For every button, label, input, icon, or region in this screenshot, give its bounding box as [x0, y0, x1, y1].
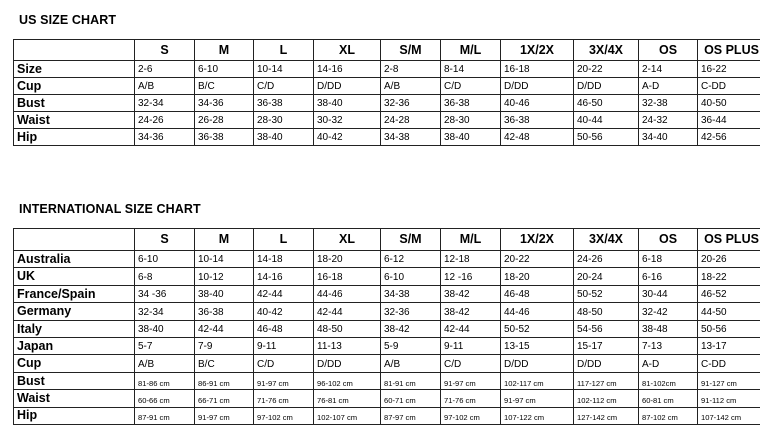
table-cell: 46-48: [501, 285, 574, 302]
us-column-header: S/M: [381, 40, 441, 61]
table-cell: 81-91 cm: [381, 372, 441, 389]
table-cell: 38-40: [254, 129, 314, 146]
table-cell: 38-48: [639, 320, 698, 337]
table-cell: 11-13: [314, 337, 381, 354]
us-column-header: OS: [639, 40, 698, 61]
table-cell: 30-32: [314, 112, 381, 129]
table-cell: 36-38: [195, 129, 254, 146]
row-label: Waist: [14, 112, 135, 129]
table-cell: 34-38: [381, 285, 441, 302]
table-row: [14, 129, 760, 146]
table-cell: 117-127 cm: [574, 372, 639, 389]
table-cell: 40-44: [574, 112, 639, 129]
table-cell: 8-14: [441, 61, 501, 78]
table-cell: 40-46: [501, 95, 574, 112]
table-cell: 36-38: [254, 95, 314, 112]
table-cell: 20-22: [501, 251, 574, 268]
table-cell: 32-38: [639, 95, 698, 112]
table-cell: 54-56: [574, 320, 639, 337]
table-cell: 42-56: [698, 129, 760, 146]
table-cell: 36-38: [195, 303, 254, 320]
us-column-header: 3X/4X: [574, 40, 639, 61]
table-row: [14, 285, 760, 302]
table-cell: 107-122 cm: [501, 407, 574, 424]
table-cell: 6-18: [639, 251, 698, 268]
us-column-header: M: [195, 40, 254, 61]
table-cell: 44-46: [501, 303, 574, 320]
us-column-header: M/L: [441, 40, 501, 61]
table-cell: 91-97 cm: [195, 407, 254, 424]
us-corner-cell: [14, 40, 135, 61]
table-cell: 10-12: [195, 268, 254, 285]
intl-column-header: OS PLUS: [698, 229, 760, 251]
table-cell: 44-50: [698, 303, 760, 320]
table-cell: D/DD: [574, 355, 639, 372]
intl-column-header: OS: [639, 229, 698, 251]
table-cell: C/D: [441, 78, 501, 95]
table-cell: 16-18: [314, 268, 381, 285]
table-cell: 32-36: [381, 303, 441, 320]
table-cell: 42-44: [254, 285, 314, 302]
table-cell: 102-117 cm: [501, 372, 574, 389]
international-size-table: [13, 228, 760, 425]
intl-header-row: [14, 229, 760, 251]
table-cell: 20-22: [574, 61, 639, 78]
us-size-chart-title: US SIZE CHART: [19, 13, 117, 27]
table-cell: 97-102 cm: [254, 407, 314, 424]
table-cell: 6-10: [135, 251, 195, 268]
table-cell: 71-76 cm: [441, 390, 501, 407]
table-row: [14, 268, 760, 285]
table-cell: 15-17: [574, 337, 639, 354]
table-cell: 6-12: [381, 251, 441, 268]
table-row: [14, 407, 760, 424]
table-cell: C/D: [254, 355, 314, 372]
table-row: [14, 78, 760, 95]
table-cell: 50-56: [698, 320, 760, 337]
intl-column-header: 3X/4X: [574, 229, 639, 251]
intl-column-header: M/L: [441, 229, 501, 251]
table-cell: 5-9: [381, 337, 441, 354]
us-column-header: XL: [314, 40, 381, 61]
table-cell: 28-30: [441, 112, 501, 129]
table-row: [14, 251, 760, 268]
table-cell: 36-44: [698, 112, 760, 129]
table-cell: A/B: [381, 355, 441, 372]
table-cell: 48-50: [314, 320, 381, 337]
table-cell: D/DD: [501, 78, 574, 95]
table-cell: 96-102 cm: [314, 372, 381, 389]
row-label: Italy: [14, 320, 135, 337]
table-row: [14, 355, 760, 372]
row-label: Australia: [14, 251, 135, 268]
table-cell: C/D: [254, 78, 314, 95]
table-cell: D/DD: [501, 355, 574, 372]
row-label: Bust: [14, 95, 135, 112]
us-column-header: S: [135, 40, 195, 61]
row-label: Bust: [14, 372, 135, 389]
table-cell: 20-24: [574, 268, 639, 285]
table-cell: 16-18: [501, 61, 574, 78]
table-cell: 38-40: [441, 129, 501, 146]
table-row: [14, 390, 760, 407]
table-cell: 28-30: [254, 112, 314, 129]
table-cell: 50-52: [574, 285, 639, 302]
table-cell: 7-9: [195, 337, 254, 354]
table-cell: 16-22: [698, 61, 760, 78]
table-cell: A-D: [639, 78, 698, 95]
table-cell: D/DD: [574, 78, 639, 95]
table-cell: 38-40: [314, 95, 381, 112]
table-cell: 13-15: [501, 337, 574, 354]
table-cell: 91-97 cm: [501, 390, 574, 407]
table-cell: 91-97 cm: [441, 372, 501, 389]
table-cell: 40-42: [314, 129, 381, 146]
table-cell: 32-42: [639, 303, 698, 320]
table-cell: 34-36: [135, 129, 195, 146]
table-cell: 34-36: [195, 95, 254, 112]
table-cell: 24-26: [135, 112, 195, 129]
table-cell: 38-42: [441, 303, 501, 320]
table-cell: 2-6: [135, 61, 195, 78]
intl-column-header: M: [195, 229, 254, 251]
table-cell: 38-40: [135, 320, 195, 337]
table-cell: 18-22: [698, 268, 760, 285]
table-cell: 6-10: [381, 268, 441, 285]
table-cell: D/DD: [314, 78, 381, 95]
table-cell: C-DD: [698, 355, 760, 372]
table-cell: B/C: [195, 355, 254, 372]
table-cell: 42-44: [441, 320, 501, 337]
table-cell: 42-44: [195, 320, 254, 337]
table-cell: 36-38: [501, 112, 574, 129]
table-cell: 20-26: [698, 251, 760, 268]
table-cell: 34-38: [381, 129, 441, 146]
table-row: [14, 303, 760, 320]
table-cell: 38-42: [381, 320, 441, 337]
table-cell: 2-14: [639, 61, 698, 78]
table-cell: 60-66 cm: [135, 390, 195, 407]
table-cell: 32-34: [135, 303, 195, 320]
table-row: [14, 95, 760, 112]
table-cell: 50-56: [574, 129, 639, 146]
table-cell: 26-28: [195, 112, 254, 129]
table-cell: 38-40: [195, 285, 254, 302]
table-cell: 46-50: [574, 95, 639, 112]
table-cell: 14-16: [314, 61, 381, 78]
table-cell: 24-28: [381, 112, 441, 129]
table-cell: 87-102 cm: [639, 407, 698, 424]
row-label: Waist: [14, 390, 135, 407]
table-cell: A-D: [639, 355, 698, 372]
international-size-chart-title: INTERNATIONAL SIZE CHART: [19, 202, 201, 216]
table-cell: 97-102 cm: [441, 407, 501, 424]
table-cell: A/B: [135, 355, 195, 372]
intl-column-header: XL: [314, 229, 381, 251]
table-cell: 40-42: [254, 303, 314, 320]
row-label: Japan: [14, 337, 135, 354]
table-cell: 102-112 cm: [574, 390, 639, 407]
table-cell: 12 -16: [441, 268, 501, 285]
table-cell: 12-18: [441, 251, 501, 268]
table-cell: 91-112 cm: [698, 390, 760, 407]
table-cell: 38-42: [441, 285, 501, 302]
table-cell: 18-20: [501, 268, 574, 285]
table-row: [14, 372, 760, 389]
table-cell: 14-16: [254, 268, 314, 285]
table-cell: 91-97 cm: [254, 372, 314, 389]
table-cell: 7-13: [639, 337, 698, 354]
row-label: UK: [14, 268, 135, 285]
table-cell: 32-36: [381, 95, 441, 112]
table-cell: D/DD: [314, 355, 381, 372]
table-cell: 13-17: [698, 337, 760, 354]
table-cell: C-DD: [698, 78, 760, 95]
table-row: [14, 112, 760, 129]
table-cell: 60-81 cm: [639, 390, 698, 407]
table-cell: 42-44: [314, 303, 381, 320]
row-label: Hip: [14, 407, 135, 424]
table-cell: 71-76 cm: [254, 390, 314, 407]
table-cell: 32-34: [135, 95, 195, 112]
table-cell: 50-52: [501, 320, 574, 337]
table-cell: 44-46: [314, 285, 381, 302]
table-cell: 86-91 cm: [195, 372, 254, 389]
table-cell: 5-7: [135, 337, 195, 354]
table-cell: 36-38: [441, 95, 501, 112]
us-column-header: 1X/2X: [501, 40, 574, 61]
table-cell: 87-97 cm: [381, 407, 441, 424]
row-label: Size: [14, 61, 135, 78]
table-cell: 14-18: [254, 251, 314, 268]
row-label: Cup: [14, 355, 135, 372]
table-cell: 9-11: [441, 337, 501, 354]
table-cell: 2-8: [381, 61, 441, 78]
table-cell: 6-16: [639, 268, 698, 285]
table-cell: 91-127 cm: [698, 372, 760, 389]
row-label: Cup: [14, 78, 135, 95]
table-row: [14, 337, 760, 354]
table-cell: A/B: [135, 78, 195, 95]
table-cell: 48-50: [574, 303, 639, 320]
table-cell: 18-20: [314, 251, 381, 268]
row-label: Germany: [14, 303, 135, 320]
table-cell: 46-48: [254, 320, 314, 337]
table-cell: 81-86 cm: [135, 372, 195, 389]
intl-corner-cell: [14, 229, 135, 251]
table-cell: 34-40: [639, 129, 698, 146]
table-cell: 81-102cm: [639, 372, 698, 389]
table-cell: A/B: [381, 78, 441, 95]
intl-column-header: 1X/2X: [501, 229, 574, 251]
table-cell: 24-26: [574, 251, 639, 268]
row-label: France/Spain: [14, 285, 135, 302]
us-size-table: [13, 39, 760, 146]
table-cell: 24-32: [639, 112, 698, 129]
table-cell: 76-81 cm: [314, 390, 381, 407]
us-header-row: [14, 40, 760, 61]
us-column-header: L: [254, 40, 314, 61]
us-column-header: OS PLUS: [698, 40, 760, 61]
table-cell: 10-14: [254, 61, 314, 78]
table-cell: 60-71 cm: [381, 390, 441, 407]
table-cell: 34 -36: [135, 285, 195, 302]
table-cell: 10-14: [195, 251, 254, 268]
table-row: [14, 61, 760, 78]
table-cell: 102-107 cm: [314, 407, 381, 424]
table-cell: 66-71 cm: [195, 390, 254, 407]
table-cell: B/C: [195, 78, 254, 95]
table-cell: 30-44: [639, 285, 698, 302]
table-cell: 87-91 cm: [135, 407, 195, 424]
table-cell: 6-10: [195, 61, 254, 78]
table-row: [14, 320, 760, 337]
intl-column-header: L: [254, 229, 314, 251]
table-cell: 107-142 cm: [698, 407, 760, 424]
intl-column-header: S: [135, 229, 195, 251]
row-label: Hip: [14, 129, 135, 146]
table-cell: 127-142 cm: [574, 407, 639, 424]
intl-column-header: S/M: [381, 229, 441, 251]
table-cell: 46-52: [698, 285, 760, 302]
table-cell: 9-11: [254, 337, 314, 354]
table-cell: 40-50: [698, 95, 760, 112]
table-cell: 42-48: [501, 129, 574, 146]
table-cell: C/D: [441, 355, 501, 372]
table-cell: 6-8: [135, 268, 195, 285]
